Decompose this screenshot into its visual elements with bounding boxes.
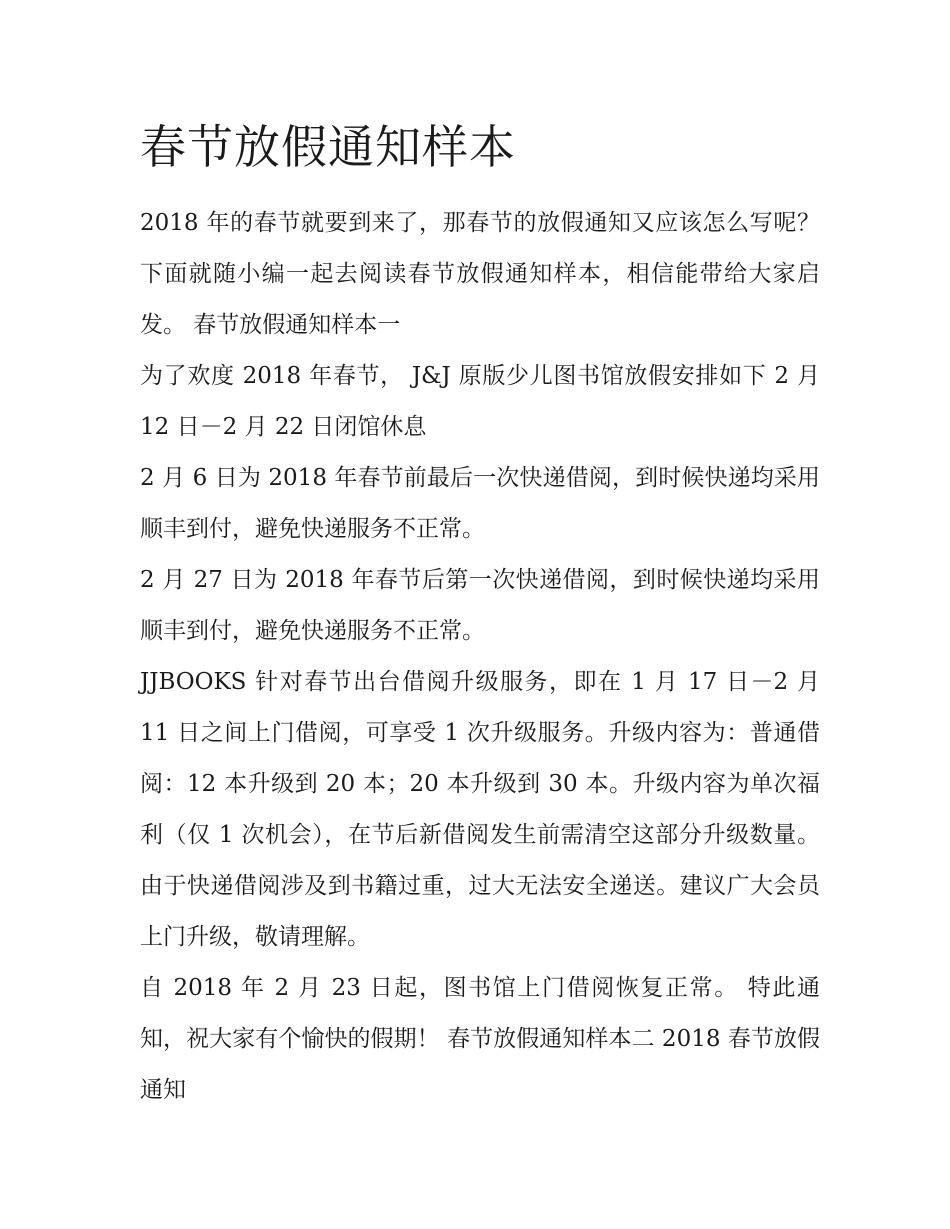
document-page (140, 118, 820, 1116)
paragraph-intro: 2018 年的春节就要到来了，那春节的放假通知又应该怎么写呢？下面就随小编一起去阅读春节放假通知样本，相信能带给大家启发。 春节放假通知样本一 (140, 210, 820, 338)
paragraph-resume-notice: 自 2018 年 2 月 23 日起，图书馆上门借阅恢复正常。 特此通知，祝大家有个愉快的假期！ 春节放假通知样本二 2018 春节放假通知 (140, 975, 820, 1103)
paragraph-first-delivery: 2 月 27 日为 2018 年春节后第一次快递借阅，到时候快递均采用顺丰到付，避免快递服务不正常。 (140, 567, 820, 644)
paragraph-last-delivery: 2 月 6 日为 2018 年春节前最后一次快递借阅，到时候快递均采用顺丰到付，避免快递服务不正常。 (140, 465, 820, 542)
paragraph-upgrade-service: JJBOOKS 针对春节出台借阅升级服务，即在 1 月 17 日－2 月 11 日之间上门借阅，可享受 1 次升级服务。升级内容为：普通借阅：12 本升级到 20 本；20 本升级到 30 本。升级内容为单次福利（仅 1 次机会），在节后新借阅发生前需清空这部分升级数量。由于快递借阅涉及到书籍过重，过大无法安全递送。建议广大会员上门升级，敬请理解。 (140, 669, 820, 950)
paragraph-closing-dates: 为了欢度 2018 年春节， J&J 原版少儿图书馆放假安排如下 2 月 12 日－2 月 22 日闭馆休息 (140, 363, 820, 440)
document-title: 春节放假通知样本 (140, 120, 516, 174)
